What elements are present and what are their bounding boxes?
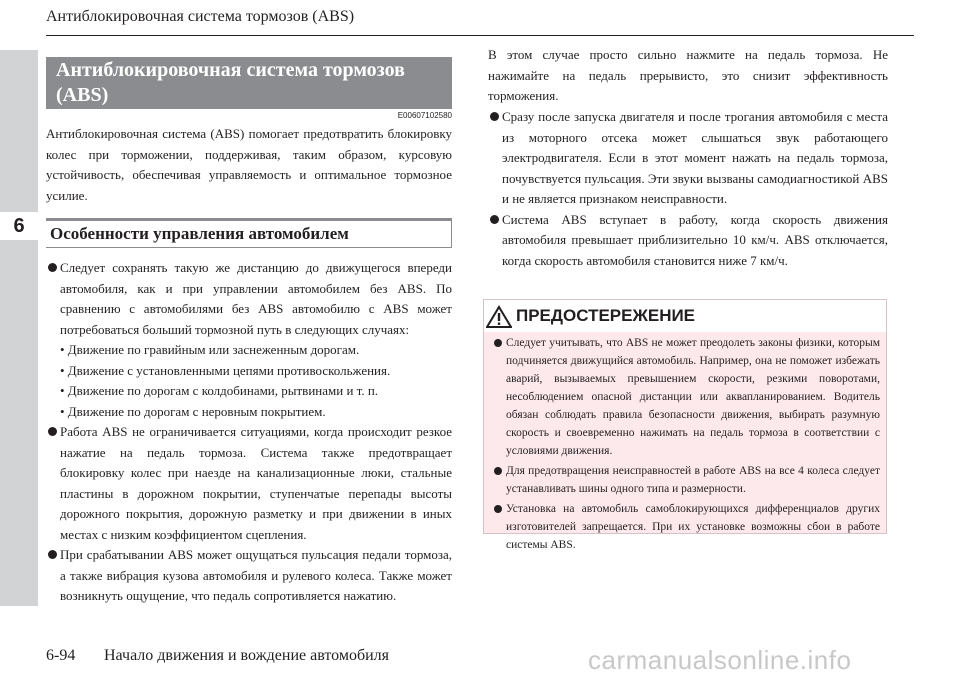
sub-item: • Движение с установленными цепями противоскольжения. xyxy=(60,362,391,378)
right-bullet-list xyxy=(488,107,888,271)
warning-item: Установка на автомобиль самоблокирующихся дифференциалов других изготовителей запрещается. При их установке возможны сбои в работе системы ABS. xyxy=(492,500,880,554)
list-item: Сразу после запуска двигателя и после трогания автомобиля с места из моторного отсека может слышаться звук работающего электродвигателя. Если в этот момент нажать на педаль тормоза, почувствуется пульсация. Эти звуки вызваны самодиагностикой ABS и не является признаком неисправности. xyxy=(488,107,888,210)
sub-item: • Движение по гравийным или заснеженным дорогам. xyxy=(60,342,360,357)
warning-list xyxy=(484,332,886,554)
warning-item: Следует учитывать, что ABS не может преодолеть законы физики, которым подчиняется движущийся автомобиль. Например, она не поможет избежать аварий, вызываемых превышением скорости, резкими поворотами, несоблюдением опасной дистанции или аквапланированием. Водитель обязан соблюдать правила безопасности движения, выбирать разумную скорость и своевременно нажимать на педаль тормоза в соответствии с условиями движения. xyxy=(492,334,880,460)
section-title: Антиблокировочная система тормозов (ABS) xyxy=(46,57,452,109)
section-code: E00607102580 xyxy=(397,111,452,120)
warning-item: Для предотвращения неисправностей в работе ABS на все 4 колеса следует устанавливать шины одного типа и размерности. xyxy=(492,462,880,498)
chapter-side-tab xyxy=(0,50,38,606)
list-item: Система ABS вступает в работу, когда скорость движения автомобиля превышает приблизительно 10 км/ч. ABS отключается, когда скорость автомобиля становится ниже 7 км/ч. xyxy=(488,210,888,272)
sub-item: • Движение по дорогам с колдобинами, рытвинами и т. п. xyxy=(60,383,379,398)
warning-header xyxy=(484,300,886,332)
warning-box xyxy=(483,299,887,551)
list-item: При срабатывании ABS может ощущаться пульсация педали тормоза, а также вибрация кузова автомобиля и рулевого колеса. Также может возникнуть ощущение, что педаль сопротивляется нажатию. xyxy=(46,545,452,607)
header-rule xyxy=(46,35,914,36)
list-item: Работа ABS не ограничивается ситуациями, когда происходит резкое нажатие на педаль тормоза. Система также предотвращает блокировку колес при наезде на канализационные люки, стальные пластины в дорожном покрытии, ступенчатые перепады высоты дорожного покрытия, дорожную разметку и при движении в иных местах с низким коэффициентом сцепления. xyxy=(46,422,452,545)
left-bullet-list xyxy=(46,258,452,607)
subsection-title: Особенности управления автомобилем xyxy=(46,218,452,248)
continuation-paragraph: В этом случае просто сильно нажмите на педаль тормоза. Не нажимайте на педаль прерывисто, это снизит эффективность торможения. xyxy=(488,47,888,103)
footer-title: Начало движения и вождение автомобиля xyxy=(104,647,390,664)
watermark: carmanualsonline.info xyxy=(588,645,852,675)
warning-title: ПРЕДОСТЕРЕЖЕНИЕ xyxy=(516,306,696,325)
chapter-number: 6 xyxy=(0,212,38,240)
running-header: Антиблокировочная система тормозов (ABS) xyxy=(46,8,355,25)
list-item: Следует сохранять такую же дистанцию до движущегося впереди автомобиля, как и при управлении автомобилем без ABS. По сравнению с автомобилями без ABS автомобилю с ABS может потребоваться больший тормозной путь в следующих случаях: • Движение по гравийным или заснеженным дорогам. • Движение с установленными цепями противоскольжения. • Движение по дорогам с колдобинами, рытвинами и т. п. • Движение по дорогам с неровным покрытием. xyxy=(46,258,452,422)
page-number: 6-94 xyxy=(46,647,76,664)
warning-triangle-icon xyxy=(486,305,512,328)
intro-paragraph: Антиблокировочная система (ABS) помогает предотвратить блокировку колес при торможении, поддерживая, таким образом, курсовую устойчивость, обеспечивая управляемость и оптимальное тормозное усилие. xyxy=(46,126,452,203)
sub-item: • Движение по дорогам с неровным покрытием. xyxy=(60,403,326,419)
